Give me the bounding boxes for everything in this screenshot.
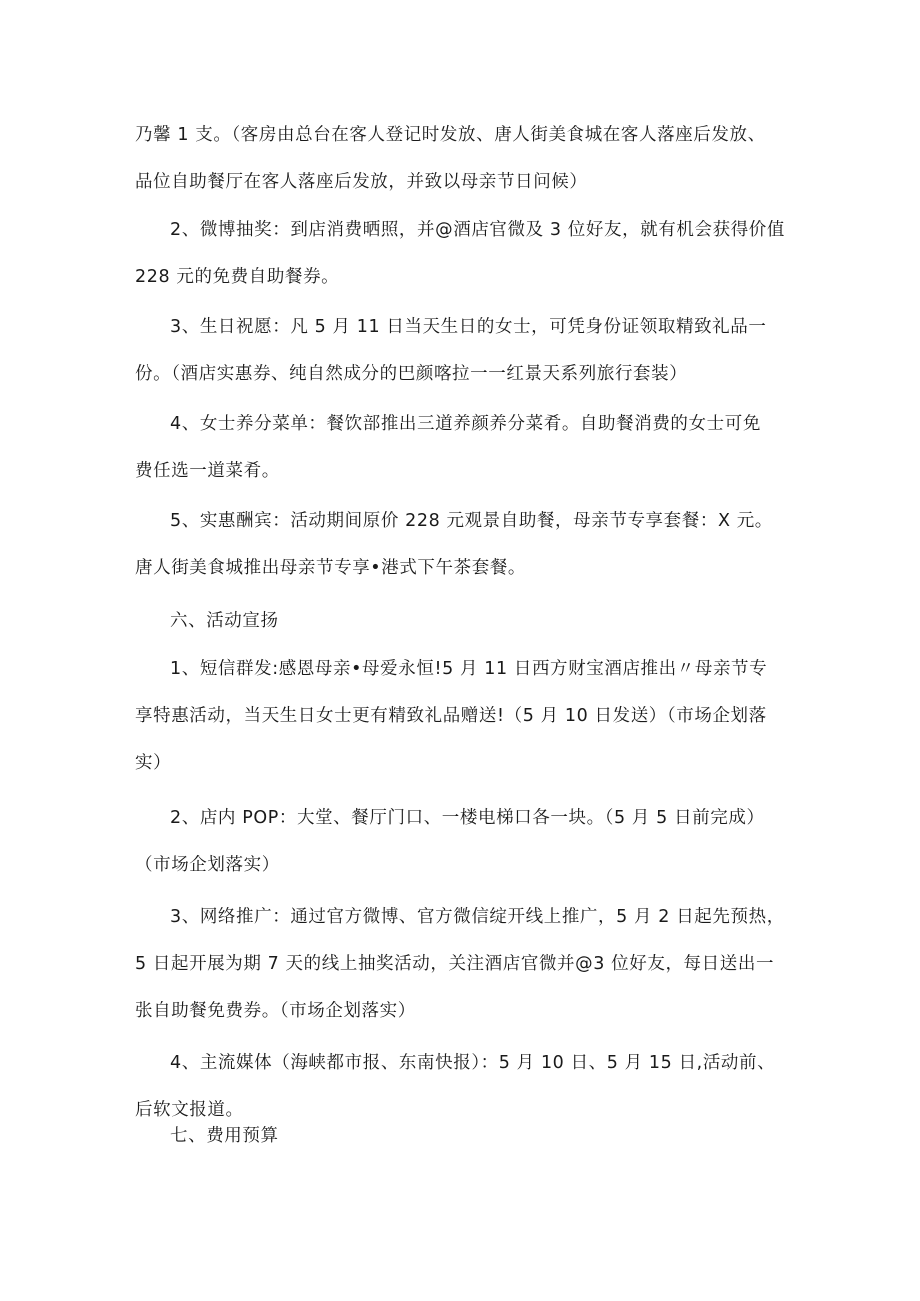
text-line: 品位自助餐厅在客人落座后发放，并致以母亲节日问候） (135, 172, 588, 192)
section-heading-promotion (135, 598, 810, 645)
paragraph-ladies-menu (135, 401, 810, 495)
section-heading: 七、费用预算 (170, 1126, 279, 1146)
text-line: 3、生日祝愿：凡 5 月 11 日当天生日的女士，可凭身份证领取精致礼品一 (170, 317, 767, 337)
section-heading: 六、活动宣扬 (170, 611, 279, 631)
text-line: 份。（酒店实惠券、纯自然成分的巴颜喀拉一一红景天系列旅行套装） (135, 364, 688, 384)
text-line: 4、女士养分菜单：餐饮部推出三道养颜养分菜肴。自助餐消费的女士可免 (170, 414, 761, 434)
text-line: （市场企划落实） (135, 855, 280, 875)
text-line: 5、实惠酬宾：活动期间原价 228 元观景自助餐，母亲节专享套餐：X 元。 (170, 511, 773, 531)
text-line: 2、微博抽奖：到店消费晒照，并@酒店官微及 3 位好友，就有机会获得价值 (170, 220, 785, 240)
text-line: 5 日起开展为期 7 天的线上抽奖活动，关注酒店官微并@3 位好友，每日送出一 (135, 954, 775, 974)
text-line: 4、主流媒体（海峡都市报、东南快报）：5 月 10 日、5 月 15 日,活动前、 (170, 1053, 776, 1073)
text-line: 2、店内 POP：大堂、餐厅门口、一楼电梯口各一块。（5 月 5 日前完成） (170, 808, 765, 828)
paragraph-online-promotion (135, 894, 810, 1035)
text-line: 唐人街美食城推出母亲节专享•港式下午茶套餐。 (135, 558, 527, 578)
paragraph-birthday-wish (135, 304, 810, 398)
paragraph-sms-broadcast (135, 646, 810, 787)
text-line: 后软文报道。 (135, 1100, 244, 1120)
text-line: 享特惠活动，当天生日女士更有精致礼品赠送!（5 月 10 日发送）（市场企划落 (135, 706, 767, 726)
text-line: 张自助餐免费券。（市场企划落实） (135, 1001, 416, 1021)
paragraph-carnation-gift (135, 112, 810, 206)
text-line: 乃馨 1 支。（客房由总台在客人登记时发放、唐人街美食城在客人落座后发放、 (135, 125, 766, 145)
text-line: 实） (135, 753, 172, 773)
text-line: 3、网络推广：通过官方微博、官方微信绽开线上推广，5 月 2 日起先预热， (170, 907, 785, 927)
text-line: 228 元的免费自助餐券。 (135, 267, 340, 287)
paragraph-discount-offer (135, 498, 810, 592)
text-line: 费任选一道菜肴。 (135, 461, 280, 481)
text-line: 1、短信群发:感恩母亲•母爱永恒!5 月 11 日西方财宝酒店推出〃母亲节专 (170, 659, 768, 679)
paragraph-in-store-pop (135, 795, 810, 889)
section-heading-budget (135, 1113, 810, 1160)
paragraph-weibo-lottery (135, 207, 810, 301)
